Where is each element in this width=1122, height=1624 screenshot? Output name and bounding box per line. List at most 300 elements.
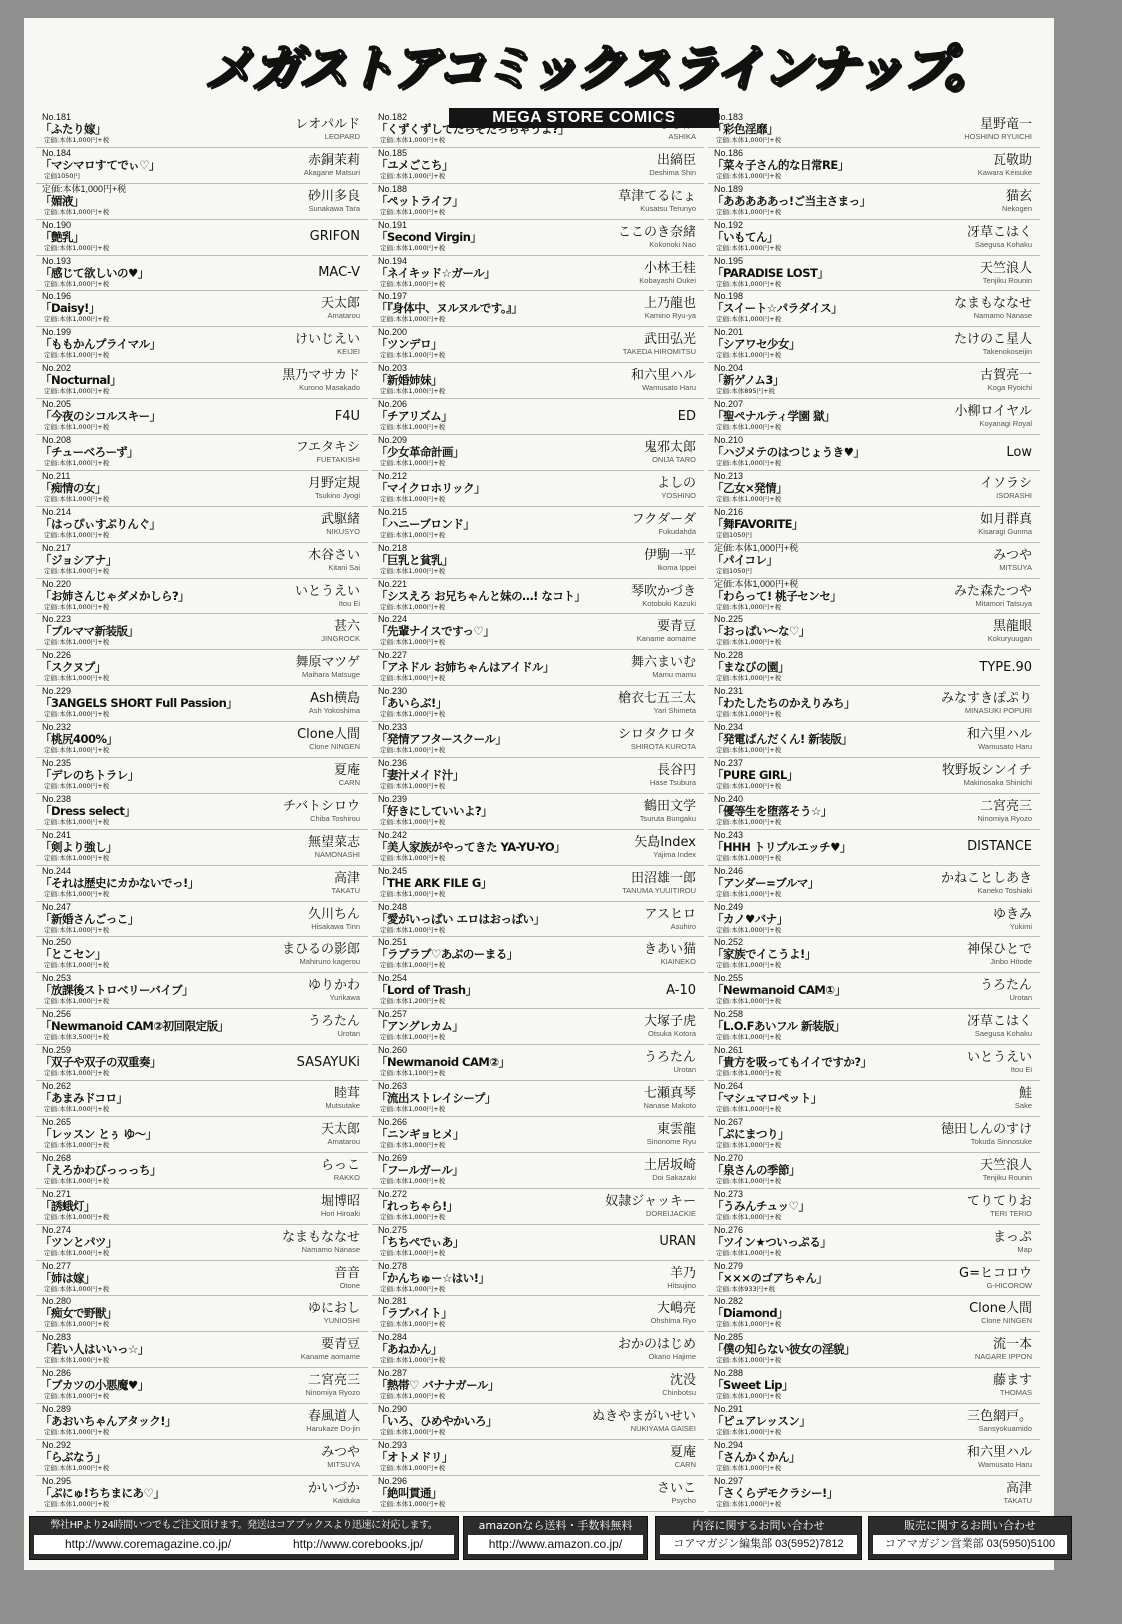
catalog-entry <box>36 722 368 758</box>
author-romaji: Asuhiro <box>670 921 696 931</box>
book-title: 「乙女×発情」 <box>712 480 788 495</box>
author-romaji: Amatarou <box>327 311 360 321</box>
entry-author <box>291 1045 368 1079</box>
book-title: 「とこセン」 <box>40 947 106 962</box>
volume-number: No.245 <box>378 865 408 876</box>
entry-info <box>372 1189 599 1221</box>
volume-number: No.249 <box>714 901 744 912</box>
volume-number: No.274 <box>42 1224 72 1235</box>
price: 定価:本体1,000円+税 <box>44 387 110 396</box>
volume-number: No.181 <box>42 112 72 122</box>
entry-author <box>651 1476 704 1510</box>
entry-info <box>36 184 302 216</box>
author-romaji: Kaname aomame <box>300 1352 360 1362</box>
volume-number: No.183 <box>714 112 744 122</box>
entry-info <box>372 794 634 826</box>
entry-info <box>708 363 974 395</box>
author-romaji: MINASUKI POPURI <box>964 706 1032 716</box>
price: 定価:本体1,000円+税 <box>716 1463 782 1472</box>
author-romaji: Amatarou <box>327 1136 360 1146</box>
entry-author <box>302 471 368 505</box>
author-name: さいこ <box>656 1480 696 1496</box>
book-title: 「ぷにまつり」 <box>712 1126 789 1141</box>
catalog-entry <box>372 543 704 579</box>
entry-author <box>974 471 1040 505</box>
catalog-entry <box>372 399 704 435</box>
entry-info <box>708 866 935 898</box>
entry-info <box>372 220 612 252</box>
author-romaji: Namamo Nanase <box>301 1244 360 1254</box>
entry-info <box>708 1081 1009 1113</box>
entry-author <box>302 543 368 577</box>
catalog-entry <box>708 1404 1040 1440</box>
entry-info <box>708 1261 953 1293</box>
catalog-entry <box>708 722 1040 758</box>
book-title: 「スクヌプ」 <box>40 660 106 675</box>
price: 定価:本体1,000円+税 <box>716 1499 782 1508</box>
entry-author <box>935 1117 1040 1151</box>
volume-number: No.194 <box>378 255 408 266</box>
author-name: 夏庵 <box>333 763 360 779</box>
price: 定価:本体1,000円+税 <box>380 1176 446 1185</box>
author-name: なまもななせ <box>953 296 1032 312</box>
entry-info <box>36 291 315 323</box>
entry-author <box>948 327 1040 361</box>
catalog-entry <box>372 112 704 148</box>
corebooks-link[interactable]: http://www.corebooks.jp/ <box>292 1537 424 1551</box>
volume-number: No.203 <box>378 363 408 374</box>
price: 定価:本体1,000円+税 <box>380 423 446 432</box>
book-title: 「PURE GIRL」 <box>712 768 798 783</box>
volume-number: No.285 <box>714 1332 744 1343</box>
entry-info <box>372 722 612 754</box>
author-name: 要青豆 <box>656 619 696 635</box>
catalog-entry <box>36 614 368 650</box>
author-romaji: Koga Ryoichi <box>987 383 1032 393</box>
price: 定価:本体1,000円+税 <box>44 459 110 468</box>
price: 定価:本体1,000円+税 <box>44 566 110 575</box>
entry-info <box>36 363 276 395</box>
author-romaji: Clone NINGEN <box>981 1316 1032 1326</box>
entry-author <box>276 937 368 971</box>
catalog-entry <box>372 722 704 758</box>
entry-info <box>708 184 996 216</box>
author-name: 高津 <box>1005 1480 1032 1496</box>
catalog-entry <box>36 579 368 615</box>
entry-info <box>36 1081 319 1113</box>
author-romaji: Kisaragi Gunma <box>978 526 1032 536</box>
author-name: 槍衣七五三太 <box>617 691 696 707</box>
author-name: ED <box>677 408 696 424</box>
price: 定価:本体1,000円+税 <box>380 1392 446 1401</box>
author-romaji: Urotan <box>1009 993 1032 1003</box>
price: 定価:本体1,000円+税 <box>716 817 782 826</box>
catalog-entry <box>36 1440 368 1476</box>
entry-author <box>312 256 368 290</box>
book-title: 「あおいちゃんアタック!」 <box>40 1414 176 1429</box>
author-name: 和六里ハル <box>966 727 1032 743</box>
author-name: 神保ひとで <box>966 942 1032 958</box>
author-name: 沈没 <box>669 1373 696 1389</box>
entry-info <box>372 866 616 898</box>
book-title: 「アングレカム」 <box>376 1019 464 1034</box>
entry-info <box>708 327 948 359</box>
entry-author <box>996 184 1040 218</box>
catalog-entry <box>708 471 1040 507</box>
volume-number: No.192 <box>714 219 744 230</box>
entry-author <box>1009 1081 1040 1115</box>
volume-number: No.266 <box>378 1116 408 1127</box>
author-romaji: Chiba Toshirou <box>310 813 360 823</box>
book-title: 「まなびの園」 <box>712 660 789 675</box>
book-title: 「あねかん」 <box>376 1342 442 1357</box>
book-title: 「はっぴぃすぷりんぐ」 <box>40 516 161 531</box>
author-romaji: LEOPARD <box>324 132 360 141</box>
entry-info <box>708 937 961 969</box>
catalog-entry <box>36 1368 368 1404</box>
author-romaji: G-HICOROW <box>986 1280 1032 1290</box>
price: 定価:本体1,000円+税 <box>44 1069 110 1078</box>
volume-number: No.200 <box>378 327 408 338</box>
price: 定価:本体1,000円+税 <box>44 1428 110 1437</box>
price: 定価:本体1,000円+税 <box>380 1463 446 1472</box>
author-romaji: TAKATU <box>331 885 360 895</box>
entry-author <box>961 1045 1040 1079</box>
price: 定価:本体1,000円+税 <box>380 782 446 791</box>
catalog-entry <box>372 327 704 363</box>
catalog-entry <box>372 579 704 615</box>
catalog-entry <box>372 1225 704 1261</box>
volume-number: No.248 <box>378 901 408 912</box>
author-romaji: NAGARE IPPON <box>974 1352 1032 1362</box>
entry-info <box>708 256 974 288</box>
entry-author <box>949 399 1040 433</box>
author-romaji: KIAINEKO <box>660 957 696 967</box>
author-romaji: Wamusato Haru <box>642 383 696 393</box>
book-title: 「先輩ナイスですっ♡」 <box>376 624 495 639</box>
book-title: 「泉さんの季節」 <box>712 1162 800 1177</box>
book-title: 「家族でイこうよ!」 <box>712 947 816 962</box>
author-name: Ash横島 <box>310 691 360 707</box>
catalog-entry <box>36 1153 368 1189</box>
volume-number: No.190 <box>42 219 72 230</box>
entry-author <box>656 1368 704 1402</box>
author-romaji: Hase Tsubura <box>649 778 696 788</box>
entry-author <box>987 1368 1040 1402</box>
volume-number: No.197 <box>378 291 408 302</box>
book-title: 「絶叫貫通」 <box>376 1485 442 1500</box>
catalog-entry <box>708 327 1040 363</box>
volume-number: No.279 <box>714 1260 744 1271</box>
entry-info <box>708 435 1000 467</box>
entry-author <box>628 830 704 864</box>
catalog-entry <box>36 112 368 148</box>
entry-author <box>982 614 1040 648</box>
book-title: 「若い人はいいっ☆」 <box>40 1342 149 1357</box>
book-title: 「あああああっ!ご当主さまっ」 <box>712 193 871 208</box>
price: 定価:本体1,000円+税 <box>716 207 782 216</box>
author-name: 星野竜一 <box>979 117 1032 132</box>
author-romaji: Wamusato Haru <box>978 742 1032 752</box>
catalog-entry <box>372 1476 704 1512</box>
author-romaji: CARN <box>674 1459 696 1469</box>
amazon-link[interactable]: http://www.amazon.co.jp/ <box>488 1537 623 1551</box>
author-romaji: ONIJA TARO <box>652 455 696 465</box>
entry-info <box>372 830 628 862</box>
catalog-entry <box>36 1476 368 1512</box>
order-heading: 弊社HPより24時間いつでもご注文頂けます。発送はコアブックスより迅速に対応します。 <box>50 1520 438 1531</box>
author-romaji: Kawara Keisuke <box>977 167 1032 177</box>
entry-author <box>315 507 368 541</box>
catalog-entry <box>708 112 1040 148</box>
price: 定価:本体1,200円+税 <box>380 997 446 1006</box>
entry-info <box>372 363 625 395</box>
entry-author <box>948 291 1040 325</box>
volume-number: No.185 <box>378 147 408 158</box>
entry-info <box>36 937 276 969</box>
author-name: イソラシ <box>979 475 1032 491</box>
entry-author <box>291 722 368 756</box>
price: 定価1050円 <box>716 530 753 539</box>
entry-info <box>708 220 961 252</box>
author-name: みつや <box>321 1444 360 1460</box>
catalog-column-3 <box>708 112 1040 1512</box>
entry-info <box>36 543 302 575</box>
book-title: 「ピュアレッスン」 <box>712 1414 811 1429</box>
volume-number: No.276 <box>714 1224 744 1235</box>
price: 定価:本体1,000円+税 <box>44 207 110 216</box>
catalog-entry <box>36 1045 368 1081</box>
author-romaji: SHIROTA KUROTA <box>630 742 696 752</box>
author-name: ここのき奈緒 <box>617 224 696 240</box>
book-title: 「アンダー=ブルマ」 <box>712 875 819 890</box>
catalog-entry <box>708 507 1040 543</box>
book-title: 「あまみドコロ」 <box>40 1091 128 1106</box>
entry-author <box>639 902 704 936</box>
entry-info <box>372 1332 612 1364</box>
entry-author <box>625 579 704 613</box>
volume-number: No.260 <box>378 1045 408 1056</box>
author-name: ゆりかわ <box>307 978 360 994</box>
entry-author <box>612 686 704 720</box>
price: 定価:本体1,000円+税 <box>44 243 110 252</box>
book-title: 「ぷにゅ!ちちまにあ♡」 <box>40 1485 165 1500</box>
price: 定価:本体1,000円+税 <box>716 746 782 755</box>
volume-number: No.209 <box>378 435 408 446</box>
entry-info <box>708 650 973 682</box>
author-name: 赤銅茉莉 <box>307 152 360 168</box>
book-title: 「×××のゴアちゃん」 <box>712 1270 828 1285</box>
entry-author <box>612 184 704 218</box>
volume-number: No.229 <box>42 686 72 697</box>
author-romaji: Yari Shimeta <box>653 706 696 716</box>
catalog-entry <box>708 758 1040 794</box>
entry-author <box>961 722 1040 756</box>
author-name: 久川ちん <box>307 906 360 922</box>
entry-info <box>708 1045 961 1077</box>
entry-info <box>372 614 631 646</box>
price: 定価:本体1,000円+税 <box>716 1176 782 1185</box>
author-romaji: Akagane Matsuri <box>303 167 360 177</box>
entry-author <box>612 722 704 756</box>
entry-info <box>36 579 289 611</box>
author-romaji: THOMAS <box>999 1388 1032 1398</box>
catalog-entry <box>372 1440 704 1476</box>
entry-author <box>277 794 368 828</box>
catalog-entry <box>372 220 704 256</box>
price: 定価:本体1,000円+税 <box>716 961 782 970</box>
entry-info <box>372 184 612 216</box>
price: 定価:本体1,000円+税 <box>716 925 782 934</box>
author-name: 田沼雄一郎 <box>630 870 696 886</box>
catalog-entry <box>372 184 704 220</box>
catalog-entry <box>372 1081 704 1117</box>
entry-info <box>372 1117 641 1149</box>
entry-author <box>328 758 368 792</box>
author-romaji: YOSHINO <box>661 490 696 500</box>
book-title: 「らぶなう」 <box>40 1449 106 1464</box>
author-romaji: Tokuda Sinnosuke <box>970 1136 1032 1146</box>
entry-author <box>973 650 1040 684</box>
entry-author <box>961 1440 1040 1474</box>
author-name: 天太郎 <box>320 1121 360 1137</box>
book-title: 「巨乳と貧乳」 <box>376 552 453 567</box>
book-title: 「いもてん」 <box>712 229 778 244</box>
entry-author <box>974 256 1040 290</box>
author-name: 武田弘光 <box>643 332 696 348</box>
price: 定価:本体1,000円+税 <box>44 1176 110 1185</box>
book-title: 「ツンデロ」 <box>376 337 442 352</box>
catalog-entry <box>372 937 704 973</box>
book-title: 「新ゲノム3」 <box>712 373 784 388</box>
price: 定価:本体1,000円+税 <box>380 494 446 503</box>
author-name: 鶴田文学 <box>643 798 696 814</box>
author-name: シロタクロタ <box>617 727 696 743</box>
book-title: 「ユメごこち」 <box>376 157 453 172</box>
catalog-entry <box>708 184 1040 220</box>
book-title: 「Daisy!」 <box>40 301 100 316</box>
entry-author <box>304 220 368 254</box>
book-title: 「好きにしていいよ?」 <box>376 803 493 818</box>
catalog-entry <box>36 148 368 184</box>
entry-info <box>372 937 638 969</box>
author-name: 木谷さい <box>307 547 360 563</box>
author-name: なまもななせ <box>281 1229 360 1245</box>
price: 定価:本体1,000円+税 <box>44 1392 110 1401</box>
price: 定価:本体1,000円+税 <box>716 459 782 468</box>
sales-inquiry-box <box>868 1516 1072 1560</box>
book-title: 「舞FAVORITE」 <box>712 516 803 531</box>
volume-number: No.287 <box>378 1368 408 1379</box>
entry-info <box>708 507 972 539</box>
catalog-entry <box>372 435 704 471</box>
author-name: まひるの影郎 <box>281 942 360 958</box>
author-romaji: TERI TERIO <box>990 1208 1032 1218</box>
book-title: 「少女革命計画」 <box>376 445 464 460</box>
entry-info <box>372 1440 664 1472</box>
author-name: 琴吹かづき <box>630 583 696 599</box>
entry-author <box>958 112 1040 146</box>
price: 定価:本体1,000円+税 <box>716 997 782 1006</box>
entry-author <box>644 758 704 792</box>
author-romaji: MITSUYA <box>999 562 1032 572</box>
volume-number: No.237 <box>714 758 744 769</box>
entry-info <box>708 399 949 431</box>
author-name: 上乃龍也 <box>643 296 696 312</box>
author-romaji: TAKEDA HIROMITSU <box>622 347 696 357</box>
catalog-entry <box>372 866 704 902</box>
book-title: 「いろ、ひめやかいろ」 <box>376 1414 497 1429</box>
entry-author <box>631 614 704 648</box>
catalog-entry <box>708 937 1040 973</box>
author-name: 天太郎 <box>320 296 360 312</box>
price: 定価:本体1,000円+税 <box>716 782 782 791</box>
entry-author <box>961 1009 1040 1043</box>
catalog-entry <box>708 794 1040 830</box>
catalog-entry <box>708 1117 1040 1153</box>
entry-info <box>372 1296 645 1328</box>
volume-number: No.228 <box>714 650 744 661</box>
price: 定価:本体1,000円+税 <box>716 1140 782 1149</box>
entry-info <box>36 830 302 862</box>
entry-author <box>961 1189 1040 1223</box>
volume-number: No.247 <box>42 901 72 912</box>
author-name: 長谷円 <box>656 763 696 779</box>
volume-number: No.189 <box>714 183 744 194</box>
entry-info <box>36 507 315 539</box>
catalog-entry <box>372 1009 704 1045</box>
entry-author <box>300 1404 368 1438</box>
entry-info <box>36 1225 276 1257</box>
coremagazine-link[interactable]: http://www.coremagazine.co.jp/ <box>64 1537 232 1551</box>
book-title: 「Diamond」 <box>712 1306 789 1321</box>
price: 定価:本体1,000円+税 <box>716 243 782 252</box>
entry-author <box>974 1153 1040 1187</box>
price: 定価:本体1,000円+税 <box>716 351 782 360</box>
volume-number: No.277 <box>42 1260 72 1271</box>
entry-author <box>298 148 368 182</box>
author-name: アスヒロ <box>644 906 696 922</box>
entry-author <box>276 1225 368 1259</box>
entry-info <box>36 650 290 682</box>
price: 定価:本体1,000円+税 <box>380 817 446 826</box>
catalog-entry <box>372 291 704 327</box>
catalog-entry <box>708 650 1040 686</box>
price: 定価:本体1,000円+税 <box>716 171 782 180</box>
author-name: 猫玄 <box>1005 188 1032 204</box>
price: 定価:本体1,100円+税 <box>380 1069 446 1078</box>
author-name: 出縞臣 <box>656 152 696 168</box>
catalog-entry <box>708 543 1040 579</box>
book-title: 「剣より強し」 <box>40 839 117 854</box>
entry-info <box>372 471 651 503</box>
catalog-entry <box>372 614 704 650</box>
price: 定価:本体1,000円+税 <box>380 710 446 719</box>
content-inquiry-heading: 内容に関するお問い合わせ <box>692 1519 825 1532</box>
catalog-entry <box>708 1440 1040 1476</box>
entry-info <box>36 614 315 646</box>
author-romaji: Kurono Masakado <box>299 383 360 393</box>
entry-info <box>372 543 638 575</box>
author-romaji: Urotan <box>337 1029 360 1039</box>
volume-number: No.235 <box>42 758 72 769</box>
catalog-entry <box>36 1009 368 1045</box>
entry-info <box>708 614 982 646</box>
entry-author <box>302 1476 368 1510</box>
price: 定価:本体1,000円+税 <box>380 207 446 216</box>
price: 定価:本体1,000円+税 <box>44 1284 110 1293</box>
book-title: 「ニンギョヒメ」 <box>376 1126 464 1141</box>
